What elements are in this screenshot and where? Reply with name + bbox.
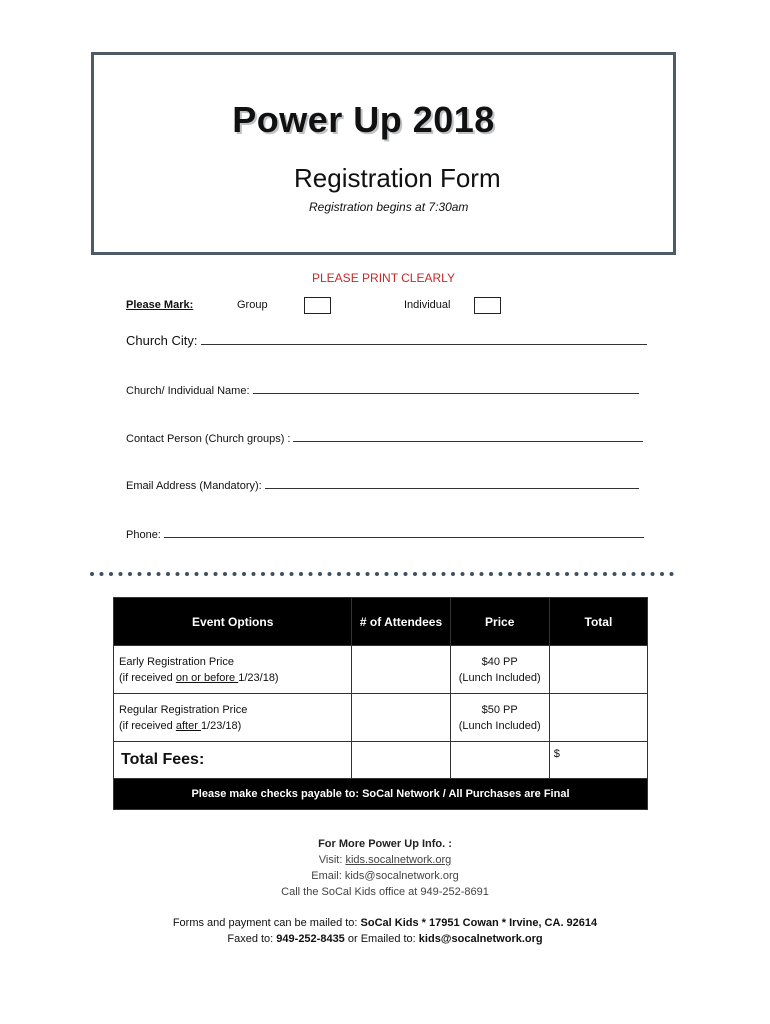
call-line: Call the SoCal Kids office at 949-252-8691 (281, 886, 489, 898)
phone-label: Phone: (126, 529, 161, 541)
divider-dot (518, 572, 522, 576)
individual-label: Individual (404, 299, 451, 311)
divider-dot (651, 572, 655, 576)
divider-dot (290, 572, 294, 576)
table-row-total (114, 742, 648, 779)
divider-dot (157, 572, 161, 576)
divider-dot (660, 572, 664, 576)
divider-dot (223, 572, 227, 576)
table-row-payable (114, 779, 648, 810)
divider-dot (546, 572, 550, 576)
divider-dot (233, 572, 237, 576)
contact-person-line[interactable] (293, 430, 643, 442)
regular-price: $50 PP (Lunch Included) (450, 694, 549, 742)
mail-line: Forms and payment can be mailed to: SoCal Kids * 17951 Cowan * Irvine, CA. 92614 (172, 917, 598, 929)
form-title: Power Up 2018 (232, 99, 495, 140)
contact-email[interactable]: kids@socalnetwork.org (418, 933, 543, 945)
divider-dot (670, 572, 674, 576)
total-price-cell (450, 742, 549, 779)
visit-line: Visit: kids.socalnetwork.org (318, 854, 452, 866)
email-line: Email: kids@socalnetwork.org (311, 870, 459, 882)
divider-dot (632, 572, 636, 576)
table-row-early (114, 646, 648, 694)
phone-line[interactable] (164, 526, 644, 538)
divider-dot (204, 572, 208, 576)
divider-dot (195, 572, 199, 576)
website-link[interactable]: kids.socalnetwork.org (345, 854, 452, 866)
church-city-field[interactable] (126, 333, 647, 348)
divider-dot (442, 572, 446, 576)
divider-dot (470, 572, 474, 576)
divider-dot (537, 572, 541, 576)
print-clearly-notice: PLEASE PRINT CLEARLY (312, 271, 455, 285)
header-event-options: Event Options (114, 598, 352, 646)
divider-dot (404, 572, 408, 576)
divider-dot (480, 572, 484, 576)
total-attendees-cell[interactable] (352, 742, 450, 779)
divider-dot (242, 572, 246, 576)
church-city-line[interactable] (201, 333, 647, 345)
early-price: $40 PP (Lunch Included) (450, 646, 549, 694)
divider-dot (119, 572, 123, 576)
registration-time-note: Registration begins at 7:30am (309, 200, 469, 214)
church-city-label: Church City: (126, 333, 198, 348)
regular-total-cell[interactable] (549, 694, 647, 742)
mailing-block (0, 915, 770, 947)
total-fees-amount[interactable]: $ (549, 742, 647, 779)
phone-field[interactable] (126, 526, 644, 541)
divider-dot (385, 572, 389, 576)
divider-dot (565, 572, 569, 576)
divider-dot (499, 572, 503, 576)
header-price: Price (450, 598, 549, 646)
church-name-label: Church/ Individual Name: (126, 385, 250, 397)
early-option-title: Early Registration Price (119, 655, 234, 668)
divider-dot (451, 572, 455, 576)
divider-dot (584, 572, 588, 576)
divider-dot (147, 572, 151, 576)
early-attendees-cell[interactable] (352, 646, 450, 694)
header-box (91, 52, 676, 255)
divider-dot (347, 572, 351, 576)
table-row-regular (114, 694, 648, 742)
early-option (114, 646, 352, 694)
divider-dot (613, 572, 617, 576)
contact-person-field[interactable] (126, 430, 643, 445)
email-field[interactable] (126, 477, 639, 492)
header-total: Total (549, 598, 647, 646)
divider-dot (109, 572, 113, 576)
divider-dot (575, 572, 579, 576)
divider-dot (176, 572, 180, 576)
church-name-field[interactable] (126, 382, 639, 397)
divider-dot (641, 572, 645, 576)
header-attendees: # of Attendees (352, 598, 450, 646)
payable-note: Please make checks payable to: SoCal Network / All Purchases are Final (114, 779, 648, 810)
regular-attendees-cell[interactable] (352, 694, 450, 742)
divider-dot (271, 572, 275, 576)
early-option-condition: (if received on or before 1/23/18) (119, 671, 279, 684)
table-header-row (114, 598, 648, 646)
divider-dot (527, 572, 531, 576)
fees-table (113, 597, 648, 810)
divider-dot (413, 572, 417, 576)
divider-dot (356, 572, 360, 576)
divider-dot (280, 572, 284, 576)
divider-dot (128, 572, 132, 576)
more-info-block (0, 836, 770, 900)
divider-dot (328, 572, 332, 576)
divider-dot (556, 572, 560, 576)
regular-option-title: Regular Registration Price (119, 703, 248, 716)
form-subtitle: Registration Form (294, 163, 501, 193)
divider-dot (394, 572, 398, 576)
divider-dot (252, 572, 256, 576)
individual-checkbox[interactable] (474, 297, 501, 314)
divider-dot (309, 572, 313, 576)
divider-dot (337, 572, 341, 576)
fax-email-line: Faxed to: 949-252-8435 or Emailed to: kids@socalnetwork.org (227, 933, 543, 945)
group-checkbox[interactable] (304, 297, 331, 314)
divider-dot (375, 572, 379, 576)
regular-option-condition: (if received after 1/23/18) (119, 719, 242, 732)
divider-dot (366, 572, 370, 576)
total-fees-label: Total Fees: (114, 742, 352, 779)
divider-dot (432, 572, 436, 576)
regular-option (114, 694, 352, 742)
contact-person-label: Contact Person (Church groups) : (126, 433, 291, 445)
please-mark-label: Please Mark: (126, 299, 194, 311)
divider-dot (261, 572, 265, 576)
divider-dot (622, 572, 626, 576)
early-total-cell[interactable] (549, 646, 647, 694)
divider-dot (594, 572, 598, 576)
group-label: Group (237, 299, 268, 311)
divider-dot (299, 572, 303, 576)
email-label: Email Address (Mandatory): (126, 480, 262, 492)
divider-dot (214, 572, 218, 576)
divider-dot (185, 572, 189, 576)
email-line[interactable] (265, 477, 639, 489)
divider-dot (166, 572, 170, 576)
divider-dot (508, 572, 512, 576)
church-name-line[interactable] (253, 382, 639, 394)
divider-dot (423, 572, 427, 576)
divider-dot (603, 572, 607, 576)
divider-dot (318, 572, 322, 576)
divider-dot (90, 572, 94, 576)
dotted-divider (89, 570, 681, 578)
divider-dot (461, 572, 465, 576)
more-info-heading: For More Power Up Info. : (318, 838, 452, 850)
divider-dot (489, 572, 493, 576)
divider-dot (100, 572, 104, 576)
divider-dot (138, 572, 142, 576)
